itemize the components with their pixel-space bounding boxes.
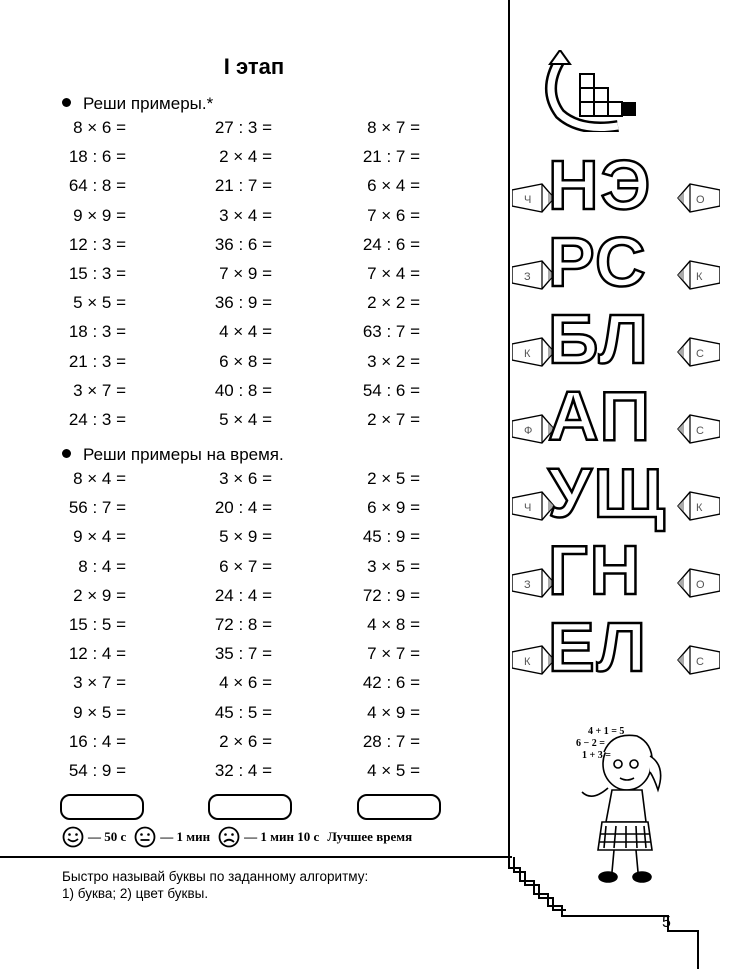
exercise: 9 × 4 = bbox=[73, 527, 126, 547]
exercise: 2 × 9 = bbox=[73, 585, 126, 605]
exercise: 15 : 5 = bbox=[68, 615, 126, 634]
exercise: 8 × 4 = bbox=[73, 469, 126, 488]
exercise: 8 × 6 = bbox=[73, 118, 126, 137]
bottom-instruction bbox=[62, 868, 368, 902]
page-title: I этап bbox=[223, 54, 285, 79]
exercise: 4 × 9 = bbox=[367, 702, 420, 722]
letter-pair: ГН bbox=[548, 531, 643, 609]
legend-happy-text: — 50 с bbox=[88, 829, 127, 844]
time-box-1[interactable] bbox=[60, 794, 144, 820]
page-divider-horizontal bbox=[0, 856, 512, 858]
bottom-line-1: Быстро называй буквы по заданному алгоритму: bbox=[62, 869, 369, 884]
exercise: 42 : 6 = bbox=[362, 673, 420, 693]
board-line-1: 4 + 1 = 5 bbox=[588, 726, 625, 737]
pencil-letter: К bbox=[696, 271, 703, 283]
exercise: 5 × 9 = bbox=[219, 527, 272, 547]
pencil-icon bbox=[676, 490, 720, 524]
legend-best-text: Лучшее время bbox=[327, 829, 413, 844]
exercise: 9 × 5 = bbox=[73, 702, 126, 722]
exercise: 64 : 8 = bbox=[68, 176, 126, 196]
exercise: 5 × 4 = bbox=[219, 410, 272, 429]
exercise: 6 × 8 = bbox=[219, 351, 272, 371]
exercise: 54 : 9 = bbox=[68, 761, 126, 780]
smiley-sad-icon bbox=[218, 826, 240, 848]
instruction-2-text: Реши примеры на время. bbox=[83, 445, 284, 464]
exercise: 4 × 8 = bbox=[367, 615, 420, 634]
exercise: 2 × 2 = bbox=[367, 293, 420, 313]
exercise: 27 : 3 = bbox=[214, 118, 272, 137]
pencil-letter: Ф bbox=[524, 425, 533, 437]
pencil-letter: О bbox=[696, 194, 705, 206]
exercise: 32 : 4 = bbox=[214, 761, 272, 780]
board-line-2: 6 − 2 = bbox=[576, 738, 605, 749]
exercise: 9 × 9 = bbox=[73, 205, 126, 225]
smiley-neutral-icon bbox=[134, 826, 156, 848]
exercise: 56 : 7 = bbox=[68, 498, 126, 518]
exercise: 72 : 9 = bbox=[362, 585, 420, 605]
exercise: 3 × 4 = bbox=[219, 205, 272, 225]
exercise: 21 : 7 = bbox=[362, 147, 420, 167]
girl-board-sums bbox=[548, 726, 624, 762]
exercise: 20 : 4 = bbox=[214, 498, 272, 518]
letter-pair: УЩ bbox=[548, 454, 667, 532]
exercise: 21 : 7 = bbox=[214, 176, 272, 196]
pencil-icon bbox=[676, 644, 720, 678]
time-box-3[interactable] bbox=[357, 794, 441, 820]
exercise: 2 × 4 = bbox=[219, 147, 272, 167]
bullet bbox=[62, 449, 71, 458]
exercise: 45 : 9 = bbox=[362, 527, 420, 547]
exercise: 5 × 5 = bbox=[73, 293, 126, 313]
exercise: 72 : 8 = bbox=[214, 615, 272, 634]
instruction-1-text: Реши примеры.* bbox=[83, 94, 214, 113]
exercise: 3 × 7 = bbox=[73, 380, 126, 400]
pencil-icon bbox=[676, 259, 720, 293]
instruction-1 bbox=[62, 94, 213, 114]
page-number: 5 bbox=[662, 914, 671, 931]
exercise: 3 × 2 = bbox=[367, 351, 420, 371]
instruction-2 bbox=[62, 445, 284, 465]
pencil-letter: С bbox=[696, 656, 704, 668]
exercise: 6 × 9 = bbox=[367, 498, 420, 518]
exercise: 2 × 6 = bbox=[219, 731, 272, 751]
pencil-letter: К bbox=[524, 348, 531, 360]
exercise: 4 × 5 = bbox=[367, 761, 420, 780]
smiley-happy-icon bbox=[62, 826, 84, 848]
exercise: 7 × 4 = bbox=[367, 264, 420, 283]
exercise: 2 × 7 = bbox=[367, 410, 420, 429]
pencil-letter: О bbox=[696, 579, 705, 591]
letter-pair: ЕЛ bbox=[548, 608, 648, 686]
legend-neutral-text: — 1 мин bbox=[160, 829, 211, 844]
pencil-icon bbox=[676, 336, 720, 370]
exercise: 36 : 9 = bbox=[214, 293, 272, 313]
exercise: 24 : 6 = bbox=[362, 234, 420, 254]
exercise: 15 : 3 = bbox=[68, 264, 126, 283]
exercise: 28 : 7 = bbox=[362, 731, 420, 751]
pencil-icon bbox=[676, 413, 720, 447]
exercise: 35 : 7 = bbox=[214, 644, 272, 664]
bullet bbox=[62, 98, 71, 107]
exercise: 12 : 3 = bbox=[68, 234, 126, 254]
bottom-line-2: 1) буква; 2) цвет буквы. bbox=[62, 886, 209, 901]
exercise: 36 : 6 = bbox=[214, 234, 272, 254]
letter-pair: АП bbox=[548, 377, 652, 455]
exercise: 6 × 7 = bbox=[219, 556, 272, 576]
exercise: 8 : 4 = bbox=[78, 556, 126, 576]
exercise: 6 × 4 = bbox=[367, 176, 420, 196]
exercise: 3 × 6 = bbox=[219, 469, 272, 488]
pencil-letter: К bbox=[696, 502, 703, 514]
pencil-letter: Ч bbox=[524, 502, 532, 514]
pencil-icon bbox=[676, 182, 720, 216]
exercise: 63 : 7 = bbox=[362, 322, 420, 342]
letter-pair: БЛ bbox=[548, 300, 650, 378]
pencil-letter: З bbox=[524, 271, 531, 283]
exercise: 4 × 6 = bbox=[219, 673, 272, 693]
letter-pair: НЭ bbox=[548, 146, 653, 224]
exercise: 2 × 5 = bbox=[367, 469, 420, 488]
pencil-letter: К bbox=[524, 656, 531, 668]
exercise: 3 × 7 = bbox=[73, 673, 126, 693]
exercise: 4 × 4 = bbox=[219, 322, 272, 342]
exercise: 8 × 7 = bbox=[367, 118, 420, 137]
pencil-letter: Ч bbox=[524, 194, 532, 206]
exercise: 18 : 3 = bbox=[68, 322, 126, 342]
steps-algorithm-icon bbox=[540, 50, 644, 132]
exercise: 7 × 9 = bbox=[219, 264, 272, 283]
pencil-letter: С bbox=[696, 425, 704, 437]
exercise: 7 × 6 = bbox=[367, 205, 420, 225]
exercise: 12 : 4 = bbox=[68, 644, 126, 664]
exercise: 45 : 5 = bbox=[214, 702, 272, 722]
exercise: 21 : 3 = bbox=[68, 351, 126, 371]
legend-sad-text: — 1 мин 10 с bbox=[244, 829, 320, 844]
exercise: 24 : 3 = bbox=[68, 410, 126, 429]
exercise: 7 × 7 = bbox=[367, 644, 420, 664]
time-legend bbox=[62, 826, 420, 848]
pencil-letter: С bbox=[696, 348, 704, 360]
exercise: 18 : 6 = bbox=[68, 147, 126, 167]
pencil-letter: З bbox=[524, 579, 531, 591]
page-divider-vertical bbox=[508, 0, 510, 858]
board-line-3: 1 + 3 = bbox=[582, 750, 611, 761]
exercise: 16 : 4 = bbox=[68, 731, 126, 751]
pencil-icon bbox=[676, 567, 720, 601]
exercise: 54 : 6 = bbox=[362, 380, 420, 400]
exercise: 40 : 8 = bbox=[214, 380, 272, 400]
exercise: 24 : 4 = bbox=[214, 585, 272, 605]
exercise: 3 × 5 = bbox=[367, 556, 420, 576]
letter-pair: РС bbox=[548, 223, 648, 301]
time-box-2[interactable] bbox=[208, 794, 292, 820]
